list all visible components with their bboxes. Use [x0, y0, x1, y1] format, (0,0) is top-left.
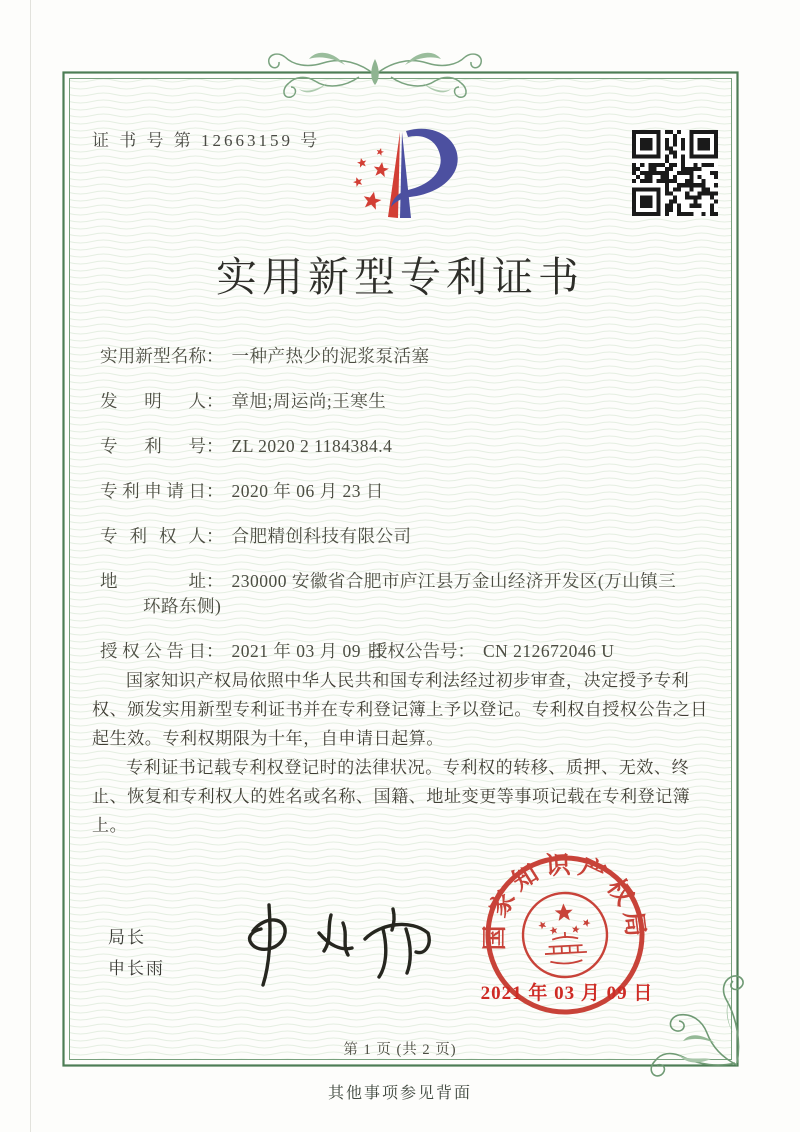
signer-block	[108, 922, 165, 984]
seal-agency-text: 国家知识产权局	[480, 850, 651, 951]
legal-paragraph-2: 专利证书记载专利权登记时的法律状况。专利权的转移、质押、无效、终止、恢复和专利权人的姓名或名称、国籍、地址变更等事项记载在专利登记簿上。	[92, 758, 691, 835]
field-row-patentee	[100, 524, 680, 549]
field-row-patent-no	[100, 434, 680, 459]
field-row-filing-date	[100, 479, 680, 504]
field-grant-no	[370, 639, 614, 664]
field-label: 地址	[100, 571, 206, 591]
field-row-address	[100, 569, 680, 619]
field-colon: ：	[206, 346, 224, 366]
handwritten-signature	[225, 893, 440, 993]
back-side-note: 其他事项参见背面	[327, 1085, 472, 1102]
field-colon: ：	[206, 571, 224, 591]
field-value: 章旭;周运尚;王寒生	[231, 391, 387, 411]
field-value: 合肥精创科技有限公司	[231, 526, 412, 546]
logo-stars	[352, 147, 390, 210]
logo-p-curve	[391, 129, 458, 207]
field-label: 授权公告日	[100, 641, 206, 661]
field-value: CN 212672046 U	[483, 641, 615, 661]
field-value-line2: 环路东侧)	[143, 596, 222, 616]
field-value: 2021 年 03 月 09 日	[231, 641, 384, 661]
page-number: 第 1 页 (共 2 页)	[343, 1042, 457, 1058]
field-value: 一种产热少的泥浆泵活塞	[231, 346, 430, 366]
field-row-grant	[100, 639, 680, 664]
field-label: 授权公告号	[370, 641, 458, 661]
official-red-seal	[468, 843, 663, 1038]
signer-name: 申长雨	[108, 959, 165, 978]
field-value-line1: 230000 安徽省合肥市庐江县万金山经济开发区(万山镇三	[231, 571, 677, 591]
field-label: 发明人	[100, 391, 206, 411]
logo-wedge-blue	[400, 132, 411, 218]
legal-text	[92, 666, 712, 840]
field-colon: ：	[206, 526, 224, 546]
signer-role: 局长	[108, 928, 146, 947]
field-label: 专利权人	[100, 526, 206, 546]
field-label: 实用新型名称	[100, 346, 206, 366]
field-value: ZL 2020 2 1184384.4	[231, 436, 393, 456]
field-row-inventor	[100, 389, 680, 414]
field-colon: ：	[206, 481, 224, 501]
field-value: 2020 年 06 月 23 日	[231, 481, 384, 501]
legal-paragraph-1: 国家知识产权局依照中华人民共和国专利法经过初步审查，决定授予专利权、颁发实用新型专利证书并在专利登记簿上予以登记。专利权自授权公告之日起生效。专利权期限为十年，自申请日起算。	[92, 671, 708, 748]
certificate-number: 证 书 号 第 12663159 号	[92, 131, 321, 150]
cnipa-logo	[330, 113, 480, 238]
seal-national-emblem	[521, 891, 609, 979]
field-colon: ：	[457, 641, 475, 661]
field-label: 专利申请日	[100, 481, 206, 501]
qr-code	[632, 130, 718, 216]
seal-date: 2021 年 03 月 09 日	[480, 983, 654, 1004]
certificate-title: 实用新型专利证书	[216, 254, 584, 300]
field-colon: ：	[206, 391, 224, 411]
field-row-name	[100, 344, 680, 369]
certificate-fields	[100, 344, 680, 684]
field-label: 专利号	[100, 436, 206, 456]
field-colon: ：	[206, 436, 224, 456]
logo-wedge-red	[388, 132, 400, 218]
field-colon: ：	[206, 641, 224, 661]
